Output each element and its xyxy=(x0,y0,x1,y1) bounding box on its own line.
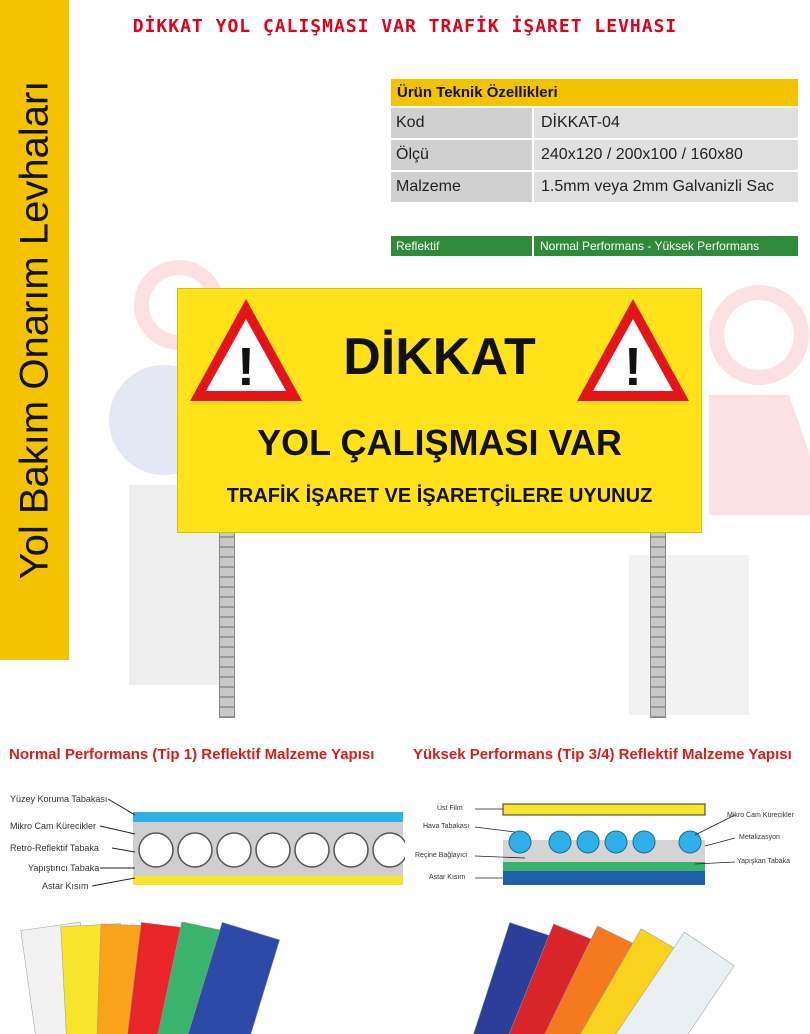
normal-structure-diagram xyxy=(0,790,405,890)
normal-performance-title: Normal Performans (Tip 1) Reflektif Malzeme Yapısı xyxy=(9,746,375,763)
layer-label: Metalizasyon xyxy=(739,834,780,841)
layer-label: Üst Film xyxy=(437,805,463,812)
spec-table-header: Ürün Teknik Özellikleri xyxy=(391,79,798,106)
reflective-value: Normal Performans - Yüksek Performans xyxy=(534,236,798,256)
sign-line1: DİKKAT xyxy=(343,328,536,386)
sign-post-right xyxy=(650,530,666,718)
layer-label: Astar Kısım xyxy=(429,874,466,881)
spec-row-size xyxy=(391,140,798,170)
spec-value: DİKKAT-04 xyxy=(534,108,798,138)
sign-line2: YOL ÇALIŞMASI VAR xyxy=(257,422,622,463)
sign-post-left xyxy=(219,530,235,718)
high-structure-diagram xyxy=(405,790,810,890)
side-banner xyxy=(0,0,69,660)
spec-row-code xyxy=(391,108,798,138)
warning-exclamation: ! xyxy=(237,337,255,397)
layer-label: Yüzey Koruma Tabakası xyxy=(10,794,108,804)
reflective-row xyxy=(391,236,798,256)
spec-value: 240x120 / 200x100 / 160x80 xyxy=(534,140,798,170)
page-title: DİKKAT YOL ÇALIŞMASI VAR TRAFİK İŞARET LEVHASI xyxy=(132,16,678,37)
warning-sign xyxy=(177,288,702,533)
warning-exclamation: ! xyxy=(624,337,642,397)
layer-label: Mikro Cam Kürecikler xyxy=(10,821,97,831)
reflective-key: Reflektif xyxy=(391,236,532,256)
layer-label: Yapıştırıcı Tabaka xyxy=(28,863,100,873)
normal-layers-graphic xyxy=(0,790,405,890)
spec-table xyxy=(391,79,798,202)
normal-reflective-swatches-image xyxy=(0,905,405,1034)
spec-key: Kod xyxy=(391,108,532,138)
sign-line3: TRAFİK İŞARET VE İŞARETÇİLERE UYUNUZ xyxy=(226,485,653,507)
layer-label: Hava Tabakası xyxy=(423,823,470,830)
high-reflective-swatches-image xyxy=(405,905,810,1034)
spec-row-material xyxy=(391,172,798,202)
spec-key: Malzeme xyxy=(391,172,532,202)
high-performance-title: Yüksek Performans (Tip 3/4) Reflektif Malzeme Yapısı xyxy=(413,746,792,763)
spec-key: Ölçü xyxy=(391,140,532,170)
layer-label: Astar Kısım xyxy=(42,881,89,891)
layer-label: Yapışkan Tabaka xyxy=(737,858,791,865)
layer-label: Mikro Cam Kürecikler xyxy=(727,812,794,819)
layer-label: Retro-Reflektif Tabaka xyxy=(10,843,99,853)
side-banner-text: Yol Bakım Onarım Levhaları xyxy=(12,80,57,580)
spec-value: 1.5mm veya 2mm Galvanizli Sac xyxy=(534,172,798,202)
layer-label: Reçine Bağlayıcı xyxy=(415,852,468,859)
